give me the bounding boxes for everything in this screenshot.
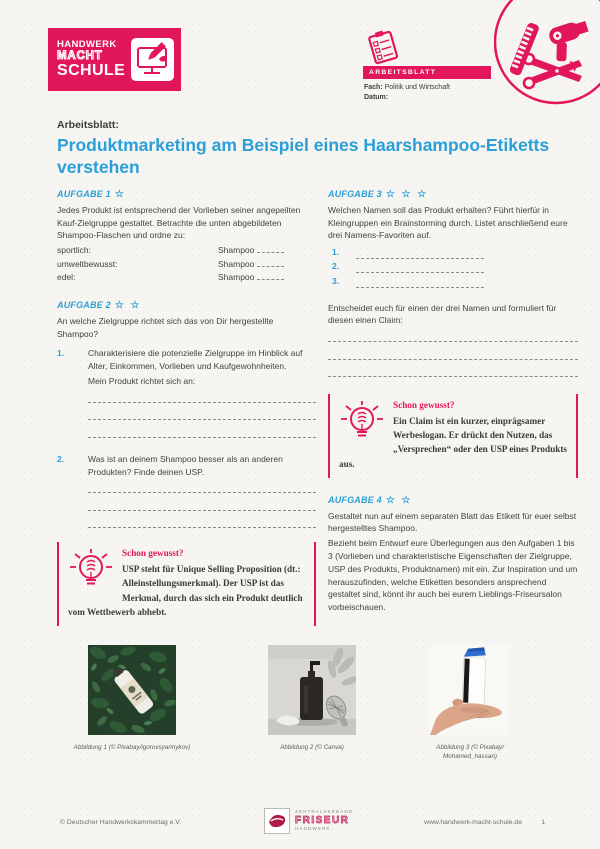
figure-3 <box>390 645 550 761</box>
item-number: 1. <box>57 348 65 359</box>
arbeitsblatt-ribbon: ARBEITSBLATT <box>363 66 491 79</box>
task4-label: AUFGABE 4 <box>328 494 382 505</box>
footer-logo-mid: FRISEUR <box>295 815 350 826</box>
figure-2-caption: Abbildung 2 (© Canva) <box>280 744 344 751</box>
website-url: www.handwerk-macht-schule.de <box>424 819 522 826</box>
task3-stars-icon: ☆ ☆ ☆ <box>385 189 429 200</box>
favorite-row-3 <box>328 273 578 288</box>
writing-line <box>356 260 484 273</box>
task2-item-1 <box>57 347 316 437</box>
page-title: Produktmarketing am Beispiel eines Haarshampoo-Etiketts verstehen <box>57 135 550 177</box>
figure-3-caption-line1: Abbildung 3 (© Pixabay/ <box>436 744 504 751</box>
task2-heading <box>57 299 316 313</box>
task2-item-2 <box>57 453 316 529</box>
item-text: Was ist an deinem Shampoo besser als an anderen Produkten? Finde deinen USP. <box>88 453 283 477</box>
logo-line-1: HANDWERK <box>57 39 117 50</box>
infobox-claim <box>328 394 578 478</box>
task4-para1: Gestaltet nun auf einem separaten Blatt das Etikett für euer selbst hergestelltes Shampoo. <box>328 510 577 534</box>
task4-stars-icon: ☆ ☆ <box>385 494 413 506</box>
writing-line <box>328 360 578 378</box>
infobox-title: Schon gewusst? <box>393 400 455 411</box>
assign-value: Shampoo <box>218 272 255 283</box>
assign-label: sportlich: <box>57 245 92 256</box>
figure-2 <box>232 645 392 753</box>
assign-value: Shampoo <box>218 258 255 269</box>
left-column <box>57 188 316 626</box>
date-line <box>364 94 388 101</box>
task4-para2: Bezieht beim Entwurf eure Überlegungen aus den Aufgaben 1 bis 3 (Vorlieben und charakteristische Eigenschaften der Zielgruppe, USP des Produkts, Produktnamen) mit ein. Zur Inspiration und um herauszufinden, welche Etiketten besonders ansprechend gestaltet sind, könnt ihr auch bei eurem Lieblings-Friseursalon vorbeischauen. <box>328 538 578 613</box>
infobox-title: Schon gewusst? <box>122 548 184 559</box>
figure-3-caption-line2: Mohamed_hassan) <box>443 752 497 760</box>
task2-intro: An welche Zielgruppe richtet sich das von Dir hergestellte Shampoo? <box>57 315 274 339</box>
task1-heading <box>57 188 316 202</box>
writing-line <box>356 275 484 288</box>
task1-label: AUFGABE 1 <box>57 189 111 199</box>
claim-intro: Entscheidet euch für einen der drei Namen und formuliert für diesen einen Claim: <box>328 302 557 326</box>
kicker: Arbeitsblatt: <box>57 119 119 131</box>
infobox-body: Ein Claim ist ein kurzer, einprägsamer Werbeslogan. Er drückt den Nutzen, das „Versprechen“ oder den USP eines Produkts aus. <box>339 416 567 469</box>
friseur-handwerk-logo <box>264 808 353 834</box>
task3-heading <box>328 188 578 202</box>
writing-line <box>88 390 316 403</box>
writing-line <box>88 493 316 511</box>
subject-label: Fach: <box>364 84 383 91</box>
favorite-row-1 <box>328 244 578 259</box>
figure-3-caption <box>390 744 550 761</box>
assign-label: umweltbewusst: <box>57 258 118 269</box>
writing-line <box>88 420 316 438</box>
logo-line-2: MACHT <box>57 49 103 62</box>
infobox-usp <box>57 542 316 626</box>
copyright-text: © Deutscher Handwerkskammertag e.V. <box>60 819 182 826</box>
task1-stars-icon: ☆ <box>114 189 126 200</box>
writing-line <box>328 342 578 360</box>
figure-1 <box>52 645 212 753</box>
footer-logo-top: ZENTRALVERBAND <box>295 809 354 815</box>
assign-row-umweltbewusst <box>57 258 316 272</box>
lightbulb-icon <box>339 400 385 446</box>
infobox-body: USP steht für Unique Selling Proposition (dt.: Alleinstellungsmerkmal). Der USP ist das Merkmal, durch das sich ein Produkt deutlich vom Wettbewerb abhebt. <box>68 564 303 617</box>
answer-blank <box>257 244 284 253</box>
row-number: 1. <box>332 246 340 257</box>
task3-label: AUFGABE 3 <box>328 189 382 199</box>
date-label: Datum: <box>364 94 389 101</box>
logo-line-3: SCHULE <box>57 62 126 79</box>
item-text-2: Mein Produkt richtet sich an: <box>88 375 196 386</box>
writing-line <box>88 480 316 493</box>
task3-intro: Welchen Namen soll das Produkt erhalten? Führt hierfür in Kleingruppen ein Brainstorming durch. Listet anschließend eure drei Namens-Favoriten auf. <box>328 204 568 241</box>
task2-label: AUFGABE 2 <box>57 299 111 310</box>
item-text: Charakterisiere die potenzielle Zielgruppe im Hinblick auf Alter, Einkommen, Vorlieben und Kaufgewohnheiten. <box>88 348 303 372</box>
assign-row-sportlich <box>57 244 316 258</box>
item-number: 2. <box>57 453 65 464</box>
right-column <box>328 188 578 626</box>
logo-text <box>57 40 125 79</box>
dark-pump-bottle-image <box>268 645 356 735</box>
title-block <box>57 119 565 178</box>
page-number: 1 <box>541 819 545 826</box>
writing-line <box>328 329 578 342</box>
assign-label: edel: <box>57 272 76 283</box>
row-number: 3. <box>332 275 340 286</box>
assign-row-edel <box>57 271 316 285</box>
figure-1-caption: Abbildung 1 (© Pixabay/igorovsyannykov) <box>73 744 191 751</box>
handwerk-macht-schule-logo <box>48 28 181 91</box>
footer <box>0 806 600 842</box>
content-columns <box>57 188 578 626</box>
footer-logo-bottom: HANDWERK <box>295 826 331 831</box>
clipboard-icon <box>366 29 400 66</box>
answer-blank <box>257 271 284 280</box>
answer-blank <box>257 258 284 267</box>
writing-line <box>88 511 316 529</box>
writing-line <box>88 403 316 421</box>
lightbulb-icon <box>68 548 114 594</box>
subject-line <box>364 84 450 91</box>
task1-intro: Jedes Produkt ist entsprechend der Vorlieben seiner angepeilten Kauf-Zielgruppe gestaltet. Betrachte die unten abgebildeten Shampoo-Flaschen und ordne zu: <box>57 204 301 241</box>
favorite-row-2 <box>328 259 578 274</box>
hairdresser-tools-icon <box>494 0 600 106</box>
task4-heading <box>328 494 578 508</box>
writing-line <box>356 246 484 259</box>
shampoo-bottle-in-foliage-image <box>88 645 176 735</box>
monitor-pencil-icon <box>131 38 174 81</box>
row-number: 2. <box>332 261 340 272</box>
hand-holding-bottle-image <box>430 645 510 735</box>
friseur-logo-icon <box>264 808 290 834</box>
task2-stars-icon: ☆ ☆ <box>114 299 142 311</box>
assign-value: Shampoo <box>218 245 255 256</box>
subject-value: Politik und Wirtschaft <box>384 84 450 91</box>
